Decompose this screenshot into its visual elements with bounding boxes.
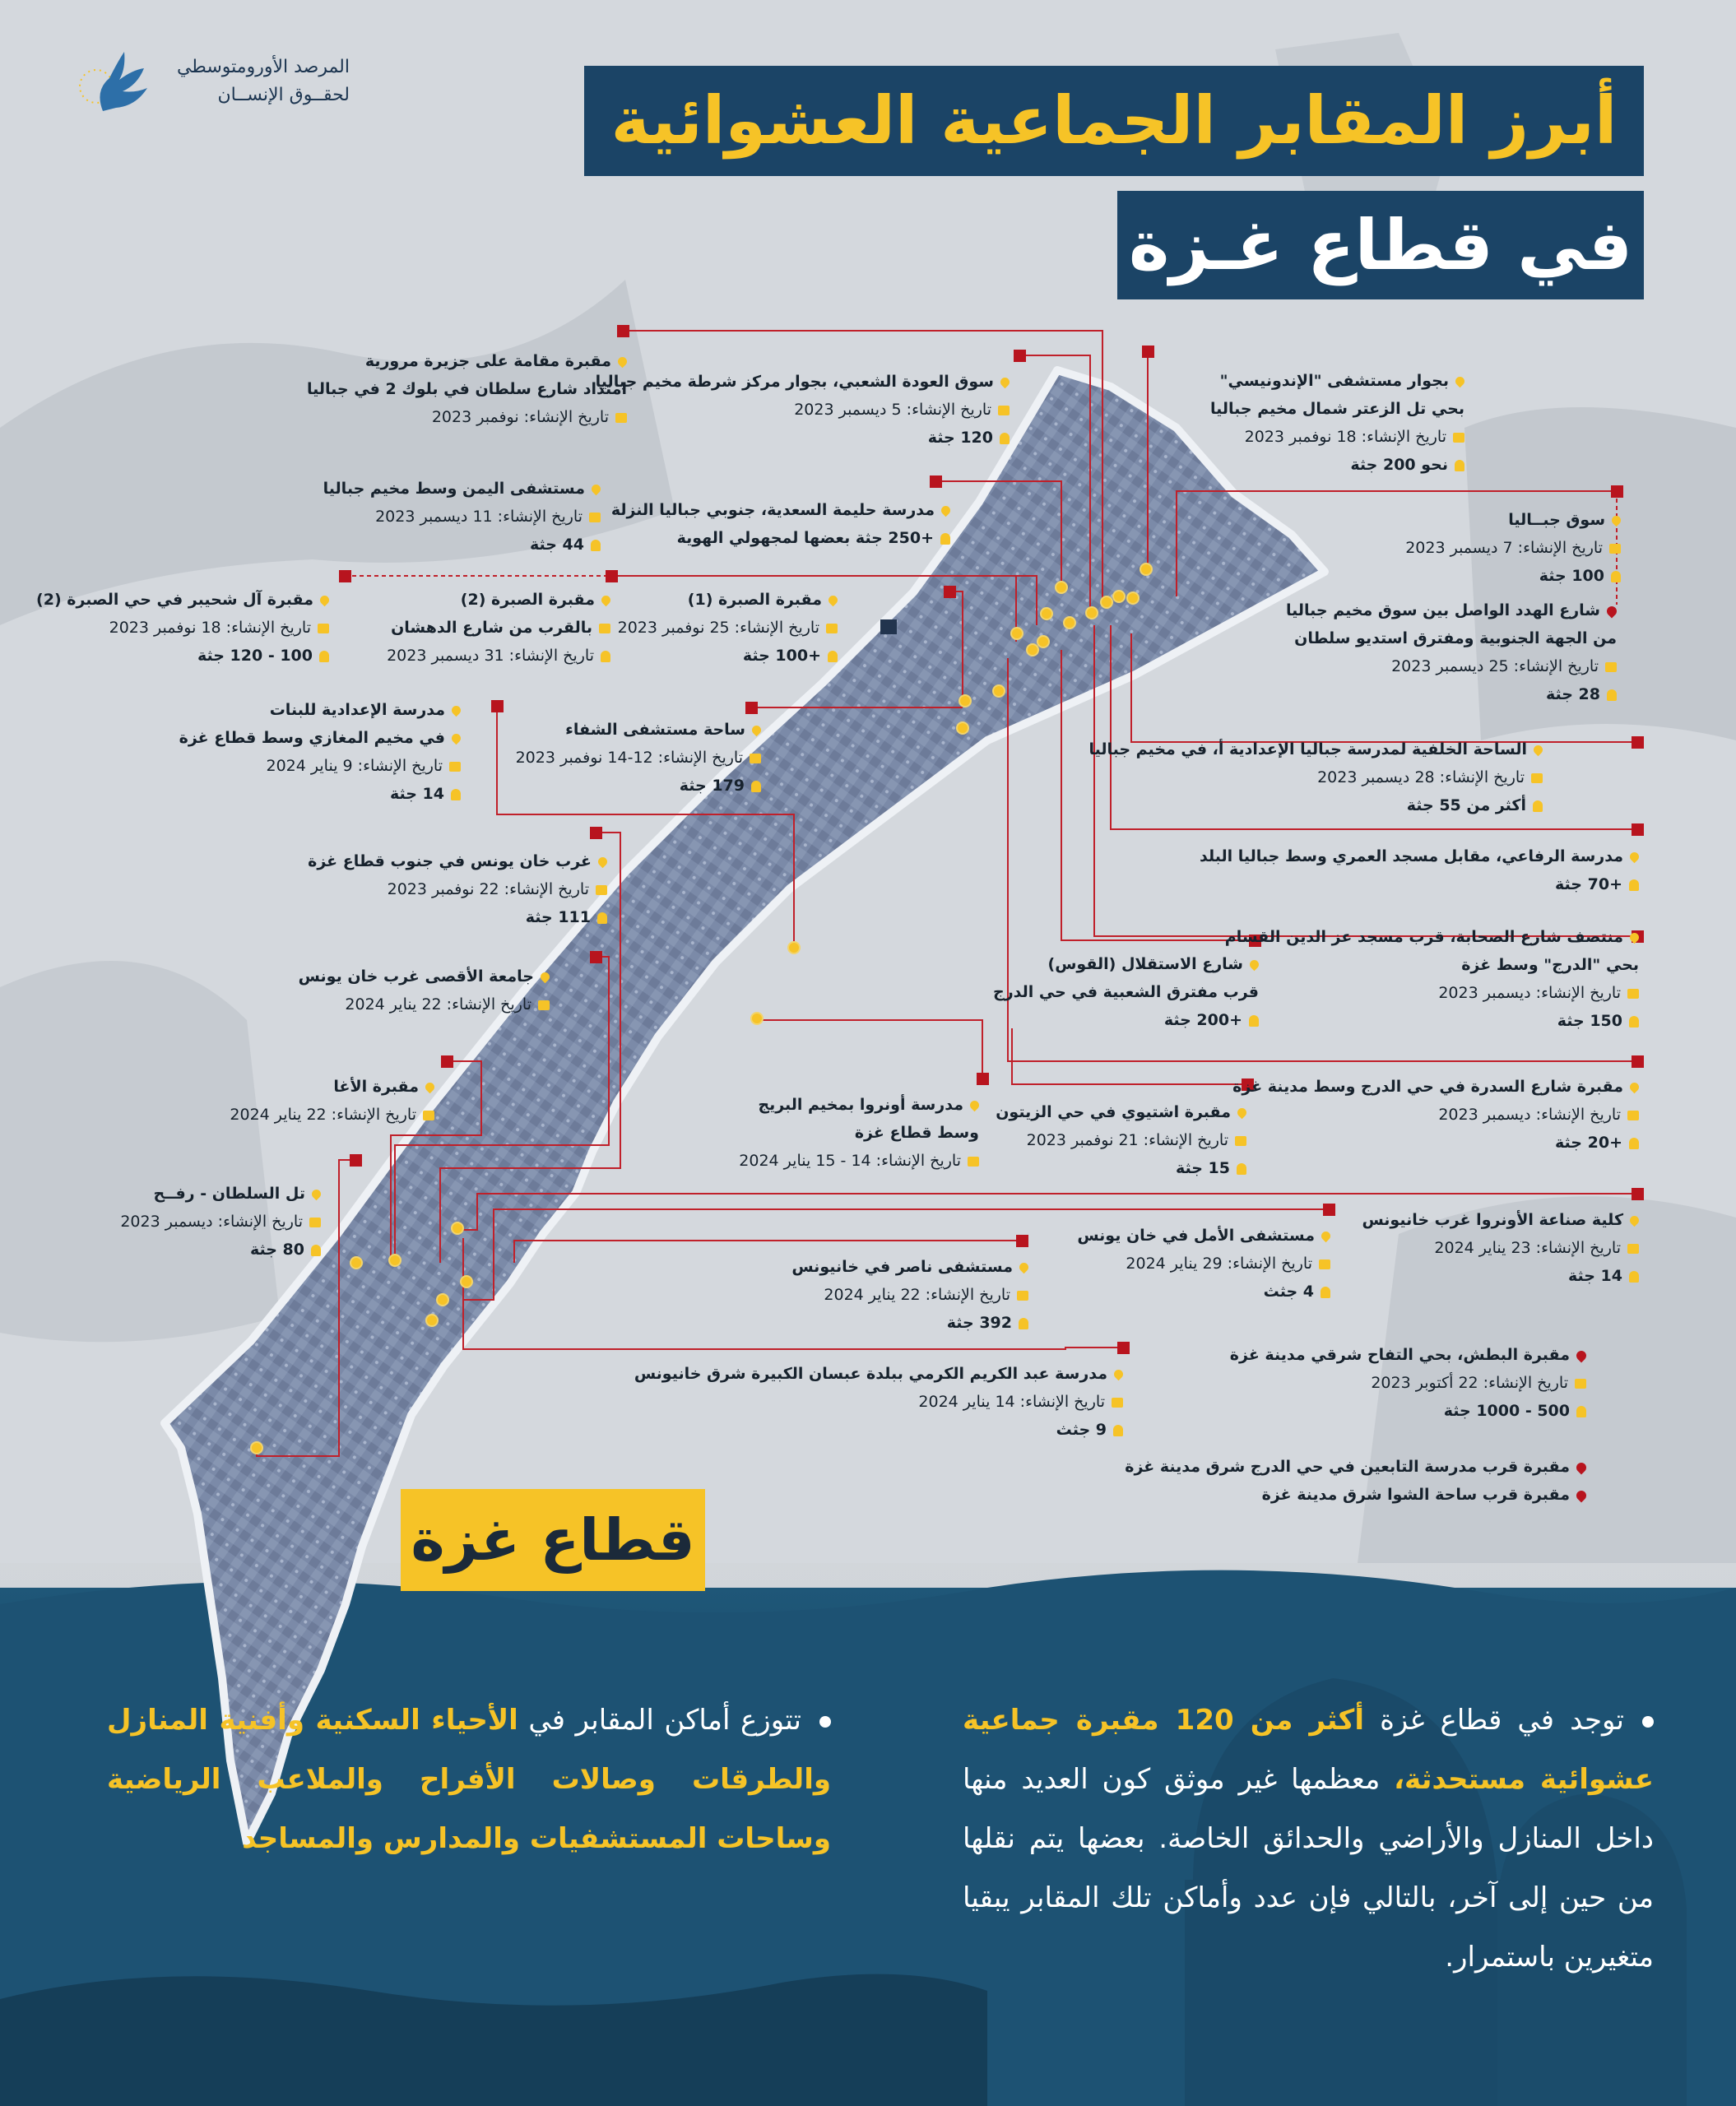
site-entry	[739, 1091, 979, 1175]
calendar-icon	[1609, 544, 1621, 554]
pin-icon	[1320, 1230, 1333, 1243]
site-entry	[1200, 842, 1639, 898]
site-name: كلية صناعة الأونروا غرب خانيونس	[1362, 1211, 1623, 1229]
extra-site-entry	[1262, 1481, 1586, 1509]
site-count: 14 جثة	[1567, 1267, 1622, 1285]
site-date: تاريخ الإنشاء: 29 يناير 2024	[1126, 1255, 1312, 1273]
pin-icon	[424, 1081, 437, 1094]
summary-right-post: معظمها غير موثق كون العديد منها داخل المنازل والأراضي والحدائق الخاصة. بعضها يتم نقلها من حين إلى آخر، بالتالي فإن عدد وأماكن تلك المقابر يبقيا متغيرين باستمرار.	[963, 1763, 1654, 1974]
site-date: تاريخ الإنشاء: 14 - 15 يناير 2024	[739, 1152, 961, 1170]
body-icon	[319, 651, 329, 662]
pin-icon	[318, 594, 332, 607]
site-dot	[452, 1222, 463, 1234]
site-count: +100 جثة	[742, 647, 821, 665]
site-name: مدرسة الإعدادية للبنات	[269, 701, 445, 719]
site-entry	[1210, 367, 1464, 479]
site-detail: من الجهة الجنوبية ومفترق استديو سلطان	[1294, 629, 1617, 647]
site-name: غرب خان يونس في جنوب قطاع غزة	[308, 852, 592, 870]
site-count: 100 جثة	[1539, 567, 1604, 585]
summary-left-highlight: الأحياء السكنية وأفنية المنازل والطرقات وصالات الأفراح والملاعب الرياضية وساحات المستشفيات والمدارس والمساجد	[107, 1704, 831, 1855]
red-pin-icon	[1575, 1488, 1589, 1502]
red-marker	[745, 702, 758, 714]
body-icon	[1533, 800, 1543, 812]
pin-icon	[1610, 514, 1623, 527]
body-icon	[1000, 433, 1010, 444]
pin-icon	[827, 594, 840, 607]
calendar-icon	[750, 754, 761, 763]
calendar-icon	[1235, 1136, 1246, 1146]
extra-site-entry	[1125, 1453, 1586, 1481]
site-date: تاريخ الإنشاء: ديسمبر 2023	[1438, 984, 1621, 1002]
body-icon	[751, 781, 761, 792]
summary-left-text	[107, 1691, 831, 1868]
site-entry	[791, 1253, 1028, 1337]
site-entry	[516, 716, 761, 800]
site-date: تاريخ الإنشاء: 14 يناير 2024	[918, 1393, 1105, 1411]
site-name: مقبرة شارع السدرة في حي الدرج وسط مدينة غزة	[1232, 1078, 1623, 1096]
site-count: 9 جثث	[1056, 1421, 1107, 1439]
pin-icon	[596, 856, 610, 869]
body-icon	[597, 912, 607, 924]
site-name: مقبرة الصبرة (2)	[460, 591, 595, 609]
site-entry	[1405, 506, 1621, 590]
site-count: 500 - 1000 جثة	[1443, 1402, 1570, 1420]
site-entry	[996, 1098, 1246, 1182]
site-entry	[179, 696, 461, 808]
site-count: +250 جثة بعضها لمجهولي الهوية	[676, 529, 934, 547]
site-dot	[1113, 591, 1125, 602]
site-date: تاريخ الإنشاء: 21 نوفمبر 2023	[1026, 1131, 1228, 1149]
site-dot	[1140, 564, 1152, 575]
pin-icon	[1628, 1081, 1641, 1094]
site-date: تاريخ الإنشاء: ديسمبر 2023	[1438, 1106, 1621, 1124]
calendar-icon	[1112, 1398, 1123, 1408]
red-marker	[441, 1055, 453, 1068]
red-marker	[590, 827, 602, 839]
site-detail: في مخيم المغازي وسط قطاع غزة	[179, 729, 445, 747]
site-count: 111 جثة	[525, 908, 591, 926]
site-detail: قرب مفترق الشعبية في حي الدرج	[993, 983, 1259, 1001]
site-entry	[308, 847, 607, 931]
site-dot	[350, 1257, 362, 1269]
calendar-icon	[596, 885, 607, 895]
site-date: تاريخ الإنشاء: 22 أكتوبر 2023	[1371, 1374, 1568, 1392]
site-entry	[993, 950, 1259, 1034]
site-dot	[1056, 582, 1067, 593]
connector-line	[757, 1020, 982, 1079]
pin-icon	[1248, 958, 1261, 972]
red-pin-icon	[1575, 1348, 1589, 1362]
body-icon	[828, 651, 838, 662]
calendar-icon	[1453, 433, 1464, 443]
site-name: مقبرة الأغا	[333, 1078, 419, 1096]
site-entry	[387, 586, 610, 670]
site-entry	[299, 963, 550, 1018]
site-entry	[36, 586, 329, 670]
site-detail: بحي تل الزعتر شمال مخيم جباليا	[1209, 400, 1464, 418]
site-date: تاريخ الإنشاء: 9 يناير 2024	[266, 757, 443, 775]
site-dot	[389, 1255, 401, 1266]
site-date: تاريخ الإنشاء: 18 نوفمبر 2023	[1244, 428, 1446, 446]
connector-line	[1012, 1028, 1247, 1084]
site-name: مدرسة حليمة السعدية، جنوبي جباليا النزلة	[610, 501, 935, 519]
body-icon	[1629, 1271, 1639, 1283]
site-entry	[634, 1360, 1123, 1444]
calendar-icon	[1627, 1111, 1639, 1120]
body-icon	[1113, 1425, 1123, 1436]
pin-icon	[539, 971, 552, 984]
site-dot	[751, 1013, 763, 1024]
site-dot	[1027, 644, 1038, 656]
map-label: قطاع غزة	[401, 1489, 705, 1591]
body-icon	[1607, 689, 1617, 701]
site-count: 44 جثة	[529, 536, 584, 554]
extra-site-entry	[1230, 1341, 1586, 1425]
site-date: تاريخ الإنشاء: 28 ديسمبر 2023	[1317, 768, 1525, 786]
red-marker	[1632, 823, 1644, 836]
red-marker	[617, 325, 629, 337]
site-name: منتصف شارع الصحابة، قرب مسجد عز الدين القسام	[1224, 928, 1623, 946]
site-count: أكثر من 55 جثة	[1406, 796, 1526, 814]
site-entry	[1286, 596, 1617, 708]
body-icon	[1237, 1163, 1246, 1175]
site-dot	[1037, 636, 1049, 647]
site-count: 80 جثة	[249, 1241, 304, 1259]
site-count: 14 جثة	[389, 785, 444, 803]
site-dot	[993, 685, 1005, 697]
pin-icon	[1532, 744, 1545, 757]
pin-icon	[1112, 1368, 1126, 1381]
wadi-gaza-marker	[880, 619, 897, 634]
site-date: تاريخ الإنشاء: 22 نوفمبر 2023	[387, 880, 589, 898]
bullet-dot	[1642, 1716, 1654, 1728]
pin-icon	[1628, 1214, 1641, 1227]
site-name: سوق جبــاليا	[1508, 511, 1605, 529]
body-icon	[1629, 879, 1639, 891]
red-marker	[1117, 1342, 1130, 1354]
site-count: +20 جثة	[1555, 1134, 1622, 1152]
site-name: مقبرة الصبرة (1)	[687, 591, 822, 609]
site-entry	[1232, 1073, 1639, 1157]
red-marker	[1632, 736, 1644, 749]
site-name: الساحة الخلفية لمدرسة جباليا الإعدادية أ، في مخيم جباليا	[1088, 740, 1527, 758]
site-dot	[957, 722, 968, 734]
site-count: 392 جثة	[946, 1314, 1012, 1332]
calendar-icon	[1531, 773, 1543, 783]
body-icon	[1019, 1318, 1028, 1329]
pin-icon	[590, 483, 603, 496]
body-icon	[311, 1245, 321, 1256]
site-name: مقبرة قرب ساحة الشوا شرق مدينة غزة	[1261, 1486, 1570, 1504]
pin-icon	[750, 724, 764, 737]
pin-icon	[450, 732, 463, 745]
site-date: تاريخ الإنشاء: ديسمبر 2023	[120, 1213, 303, 1231]
site-name: مقبرة اشتيوي في حي الزيتون	[996, 1103, 1231, 1121]
pin-icon	[968, 1099, 982, 1112]
site-dot	[1127, 592, 1139, 604]
site-dot	[1041, 608, 1052, 619]
site-date: تاريخ الإنشاء: 18 نوفمبر 2023	[109, 619, 311, 637]
site-entry	[307, 347, 627, 431]
body-icon	[1629, 1138, 1639, 1149]
site-name: شارع الاستقلال (القوس)	[1047, 955, 1243, 973]
red-marker	[1014, 350, 1026, 362]
site-count: 100 - 120 جثة	[197, 647, 313, 665]
body-icon	[451, 789, 461, 800]
pin-icon	[600, 594, 613, 607]
site-entry	[596, 368, 1010, 452]
site-dot	[251, 1442, 262, 1454]
site-name: مقبرة قرب مدرسة التابعين في حي الدرج شرق مدينة غزة	[1125, 1458, 1570, 1476]
body-icon	[1249, 1015, 1259, 1027]
site-date: تاريخ الإنشاء: 5 ديسمبر 2023	[794, 401, 991, 419]
site-name: مقبرة البطش، بحي التفاح شرقي مدينة غزة	[1229, 1346, 1570, 1364]
body-icon	[591, 540, 601, 551]
site-name: جامعة الأقصى غرب خان يونس	[298, 967, 534, 986]
site-date: تاريخ الإنشاء: نوفمبر 2023	[431, 408, 609, 426]
site-entry	[618, 586, 838, 670]
site-dot	[1064, 617, 1075, 629]
site-count: +70 جثة	[1555, 875, 1622, 893]
calendar-icon	[1575, 1379, 1586, 1389]
red-marker	[1632, 1188, 1644, 1200]
site-date: تاريخ الإنشاء: 25 ديسمبر 2023	[1391, 657, 1599, 675]
site-name: مقبرة آل شحيبر في حي الصبرة (2)	[36, 591, 313, 609]
site-date: تاريخ الإنشاء: 22 يناير 2024	[345, 995, 531, 1014]
pin-icon	[940, 504, 953, 517]
site-date: تاريخ الإنشاء: 23 يناير 2024	[1434, 1239, 1621, 1257]
calendar-icon	[1627, 989, 1639, 999]
red-marker	[1611, 485, 1623, 498]
site-date: تاريخ الإنشاء: 25 نوفمبر 2023	[617, 619, 819, 637]
site-name: مستشفى اليمن وسط مخيم جباليا	[323, 480, 585, 498]
calendar-icon	[449, 762, 461, 772]
red-pin-icon	[1575, 1460, 1589, 1474]
body-icon	[601, 651, 610, 662]
body-icon	[940, 533, 950, 545]
site-entry	[1362, 1206, 1639, 1290]
calendar-icon	[318, 624, 329, 633]
site-name: ساحة مستشفى الشفاء	[565, 721, 745, 739]
red-marker	[930, 475, 942, 488]
site-dot	[437, 1294, 448, 1306]
red-marker	[1632, 1055, 1644, 1068]
calendar-icon	[1319, 1259, 1330, 1269]
site-entry	[323, 475, 601, 559]
site-count: 120 جثة	[927, 429, 993, 447]
pin-icon	[450, 704, 463, 717]
pin-icon	[1628, 851, 1641, 864]
summary-right-highlight: أكثر من 120 مقبرة جماعية عشوائية مستحدثة،	[963, 1704, 1654, 1796]
org-name-line1: المرصد الأورومتوسطي	[176, 57, 350, 77]
site-detail: بحي "الدرج" وسط غزة	[1461, 956, 1639, 974]
bullet-dot	[819, 1716, 831, 1728]
site-dot	[1086, 607, 1098, 619]
site-name: مدرسة عبد الكريم الكرمي ببلدة عبسان الكبيرة شرق خانيونس	[634, 1365, 1107, 1383]
pin-icon	[1454, 375, 1467, 388]
pin-icon	[1628, 931, 1641, 944]
site-entry	[120, 1180, 321, 1264]
site-count: +200 جثة	[1163, 1011, 1242, 1029]
red-marker	[491, 700, 504, 712]
site-count: 179 جثة	[679, 777, 745, 795]
calendar-icon	[599, 624, 610, 633]
site-entry	[1077, 1222, 1330, 1306]
site-date: تاريخ الإنشاء: 22 يناير 2024	[230, 1106, 416, 1124]
site-date: تاريخ الإنشاء: 11 ديسمبر 2023	[375, 508, 583, 526]
red-marker	[590, 951, 602, 963]
summary-left-pre: تتوزع أماكن المقابر في	[518, 1704, 801, 1737]
site-name: بجوار مستشفى "الإندونيسي"	[1219, 372, 1449, 390]
body-icon	[1576, 1406, 1586, 1417]
page-title-line1: أبرز المقابر الجماعية العشوائية	[584, 66, 1644, 176]
red-marker	[606, 570, 618, 582]
red-marker	[1323, 1204, 1335, 1216]
calendar-icon	[1627, 1244, 1639, 1254]
site-name: مستشفى الأمل في خان يونس	[1077, 1227, 1315, 1245]
pin-icon	[1018, 1261, 1031, 1274]
body-icon	[1629, 1016, 1639, 1027]
red-marker	[1016, 1235, 1028, 1247]
site-dot	[1101, 596, 1112, 608]
pin-icon	[310, 1188, 323, 1201]
body-icon	[1455, 460, 1464, 471]
summary-right-pre: توجد في قطاع غزة	[1364, 1704, 1624, 1737]
body-icon	[1611, 571, 1621, 582]
site-entry	[611, 496, 950, 552]
site-name: مدرسة أونروا بمخيم البريج	[758, 1096, 963, 1114]
site-dot	[959, 695, 971, 707]
site-dot	[426, 1315, 438, 1326]
calendar-icon	[538, 1000, 550, 1010]
site-name: سوق العودة الشعبي، بجوار مركز شرطة مخيم جباليا	[595, 373, 994, 391]
site-name: شارع الهدد الواصل بين سوق مخيم جباليا	[1285, 601, 1600, 619]
pin-icon	[616, 355, 629, 369]
site-date: تاريخ الإنشاء: 22 يناير 2024	[824, 1286, 1010, 1304]
red-pin-icon	[1605, 604, 1619, 618]
calendar-icon	[826, 624, 838, 633]
site-dot	[1011, 628, 1023, 639]
calendar-icon	[589, 513, 601, 522]
calendar-icon	[968, 1157, 979, 1167]
page-title-line2: في قطاع غـزة	[1117, 191, 1644, 299]
site-detail: بالقرب من شارع الدهشان	[391, 619, 592, 637]
pin-icon	[1236, 1106, 1249, 1120]
org-name-line2: لحقــوق الإنســان	[217, 85, 350, 105]
site-detail: وسط قطاع غزة	[854, 1124, 979, 1142]
red-marker	[1142, 346, 1154, 358]
site-detail: امتداد شارع سلطان في بلوك 2 في جباليا	[306, 380, 627, 398]
calendar-icon	[1605, 662, 1617, 672]
red-marker	[350, 1154, 362, 1167]
summary-right-text	[963, 1691, 1654, 1987]
site-count: نحو 200 جثة	[1350, 456, 1448, 474]
pin-icon	[999, 376, 1012, 389]
calendar-icon	[423, 1111, 434, 1120]
site-date: تاريخ الإنشاء: 31 ديسمبر 2023	[387, 647, 594, 665]
calendar-icon	[309, 1218, 321, 1227]
site-count: 4 جثث	[1263, 1283, 1314, 1301]
site-dot	[461, 1276, 472, 1287]
site-name: مستشفى ناصر في خانيونس	[791, 1258, 1013, 1276]
site-date: تاريخ الإنشاء: 7 ديسمبر 2023	[1405, 539, 1603, 557]
site-name: مدرسة الرفاعي، مقابل مسجد العمري وسط جباليا البلد	[1199, 847, 1623, 865]
site-entry	[230, 1073, 434, 1129]
calendar-icon	[1017, 1291, 1028, 1301]
red-marker	[977, 1073, 989, 1085]
site-name: مقبرة مقامة على جزيرة مرورية	[364, 352, 611, 370]
red-marker	[339, 570, 351, 582]
site-entry	[1225, 923, 1639, 1035]
site-dot	[788, 942, 800, 953]
calendar-icon	[998, 406, 1010, 415]
site-count: 15 جثة	[1175, 1159, 1230, 1177]
site-count: 150 جثة	[1557, 1012, 1622, 1030]
site-count: 28 جثة	[1545, 685, 1600, 703]
red-marker	[944, 586, 956, 598]
site-name: تل السلطان - رفــح	[153, 1185, 305, 1203]
site-date: تاريخ الإنشاء: 12-14 نوفمبر 2023	[515, 749, 743, 767]
site-entry	[1088, 735, 1543, 819]
body-icon	[1321, 1287, 1330, 1298]
